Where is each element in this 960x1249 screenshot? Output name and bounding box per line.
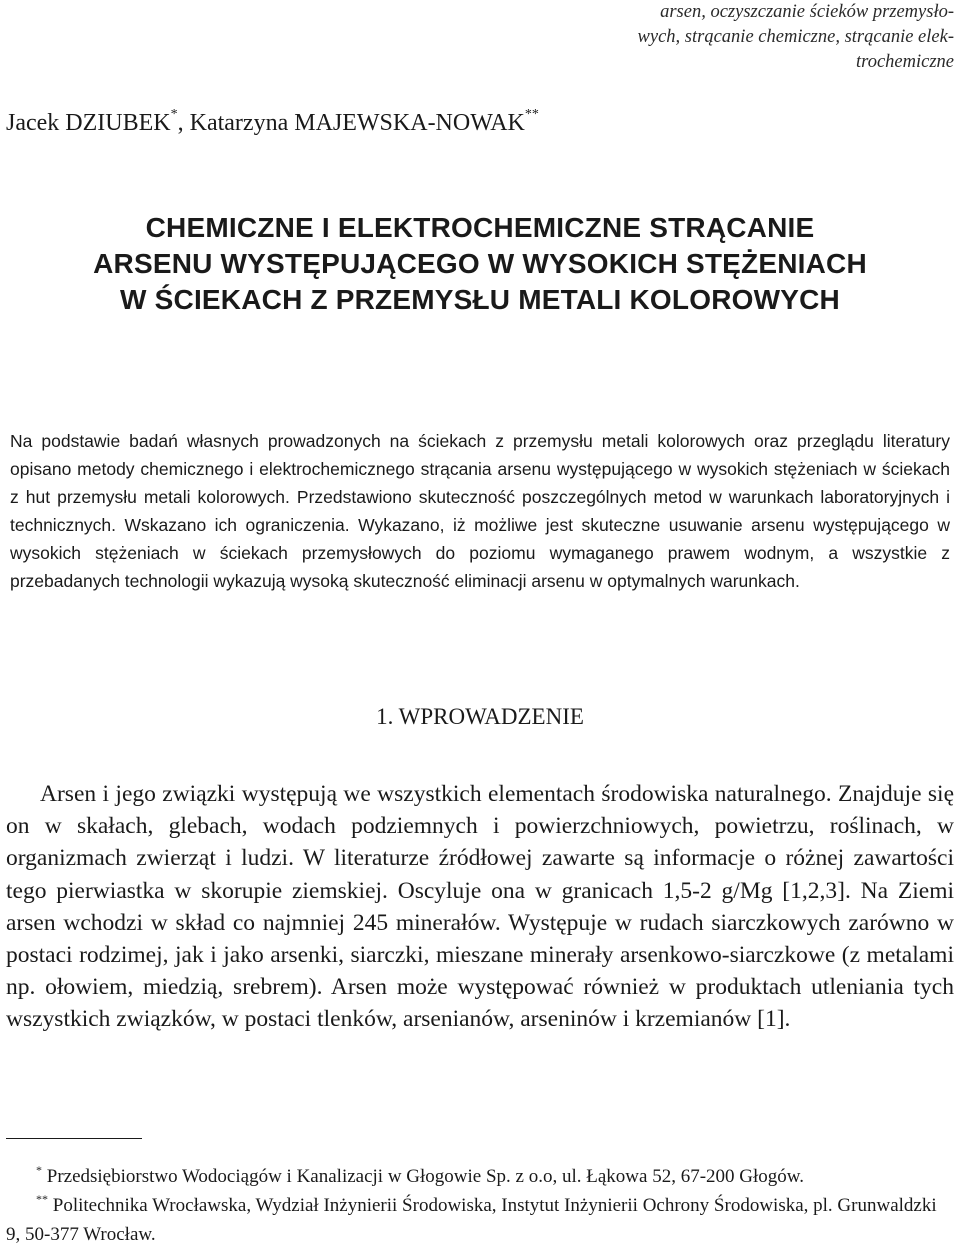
footnote-text: Przedsiębiorstwo Wodociągów i Kanalizacji w Głogowie Sp. z o.o, ul. Łąkowa 52, 67-200 Głogów. <box>42 1166 805 1187</box>
footnote <box>6 1162 954 1191</box>
keywords-line: trochemiczne <box>856 52 954 72</box>
keywords-line: arsen, oczyszczanie ścieków przemysło- <box>660 2 954 22</box>
section-heading: 1. WPROWADZENIE <box>376 704 584 729</box>
keywords-line: wych, strącanie chemiczne, strącanie elek- <box>637 27 954 47</box>
title-line: W ŚCIEKACH Z PRZEMYSŁU METALI KOLOROWYCH <box>120 284 840 315</box>
affiliation-mark: * <box>170 107 178 122</box>
abstract-text: Na podstawie badań własnych prowadzonych na ściekach z przemysłu metali kolorowych oraz przeglądu literatury opisano metody chemicznego i elektrochemicznego strącania arsenu występującego w wysokich stężeniach w ściekach z hut przemysłu metali kolorowych. Przedstawiono skuteczność poszczególnych metod w warunkach laboratoryjnych i technicznych. Wskazano ich ograniczenia. Wykazano, iż możliwe jest skuteczne usuwanie arsenu występującego w wysokich stężeniach w ściekach przemysłowych do poziomu wymaganego prawem wodnym, a wszystkie z przebadanych technologii wykazują wysoką skuteczność eliminacji arsenu w optymalnych warunkach. <box>10 431 950 591</box>
footnote-mark: * <box>36 1163 42 1177</box>
title-line: ARSENU WYSTĘPUJĄCEGO W WYSOKICH STĘŻENIACH <box>93 248 867 279</box>
author-name: Katarzyna MAJEWSKA-NOWAK <box>189 110 525 136</box>
abstract <box>10 427 950 595</box>
affiliation-mark: ** <box>524 107 539 122</box>
introduction-paragraph: Arsen i jego związki występują we wszystkich elementach środowiska naturalnego. Znajduje się on w skałach, glebach, wodach podziemnych i powierzchniowych, powietrzu, roślinach, w organizmach zwierząt i ludzi. W literaturze źródłowej zawarte są informacje o różnej zawartości tego pierwiastka w skorupie ziemskiej. Oscyluje ona w granicach 1,5-2 g/Mg [1,2,3]. Na Ziemi arsen wchodzi w skład co najmniej 245 minerałów. Występuje w rudach siarczkowych zarówno w postaci rodzimej, jak i jako arsenki, siarczki, mieszane minerały arsenkowo-siarczkowe (z metalami np. ołowiem, miedzią, srebrem). Arsen może występować również w produktach utleniania tych wszystkich związków, w postaci tlenków, arsenianów, arseninów i krzemianów [1]. <box>6 781 954 1033</box>
author-name: Jacek DZIUBEK <box>6 110 171 136</box>
footnote-text: Politechnika Wrocławska, Wydział Inżynierii Środowiska, Instytut Inżynierii Ochrony Środowiska, pl. Grunwaldzki 9, 50-377 Wrocław. <box>6 1195 937 1245</box>
authors <box>6 108 539 138</box>
author-separator: , <box>177 110 190 136</box>
footnotes <box>6 1162 954 1249</box>
footnote-mark: ** <box>36 1192 48 1206</box>
introduction <box>6 778 954 1036</box>
keywords <box>574 0 954 75</box>
footnote <box>6 1191 954 1249</box>
paper-title <box>0 210 960 318</box>
title-line: CHEMICZNE I ELEKTROCHEMICZNE STRĄCANIE <box>145 212 815 243</box>
footnote-divider <box>6 1138 142 1139</box>
